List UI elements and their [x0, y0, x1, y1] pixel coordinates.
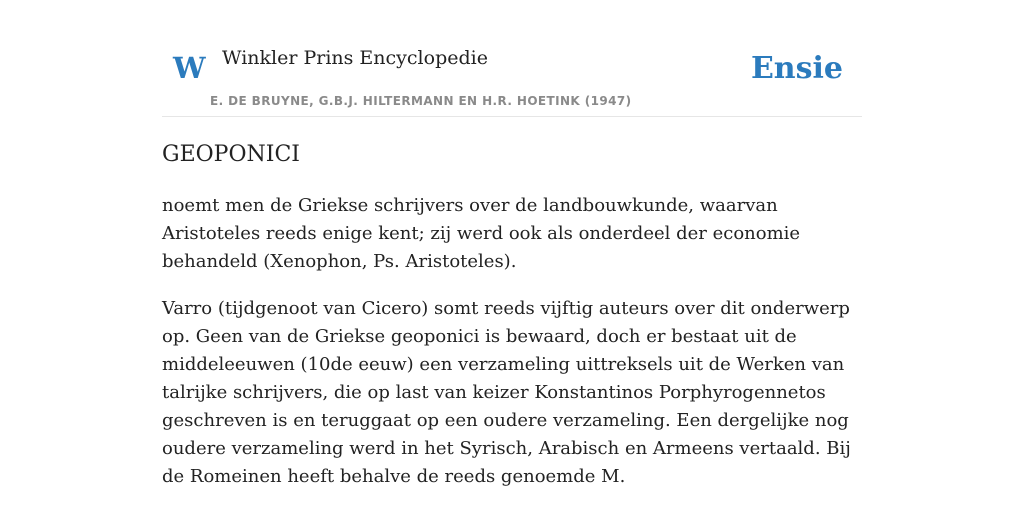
article-body [162, 192, 862, 510]
source-header [162, 0, 862, 117]
article-paragraph: noemt men de Griekse schrijvers over de landbouwkunde, waarvan Aristoteles reeds enige kent; zij werd ook als onderdeel der economie behandeld (Xenophon, Ps. Aristoteles). [162, 195, 801, 272]
source-logo[interactable]: W [173, 51, 206, 85]
source-authors: E. DE BRUYNE, G.B.J. HILTERMANN EN H.R. HOETINK (1947) [210, 94, 632, 108]
source-title[interactable]: Winkler Prins Encyclopedie [222, 47, 488, 69]
brand-logo[interactable]: Ensie [750, 51, 843, 86]
article-headword: GEOPONICI [162, 142, 300, 167]
article-paragraph: Varro (tijdgenoot van Cicero) somt reeds vijftig auteurs over dit onderwerp op. Geen van de Griekse geoponici is bewaard, doch er bestaat uit de middeleeuwen (10de eeuw) een verzameling uittreksels uit de Werken van talrijke schrijvers, die op last van keizer Konstantinos Porphyrogennetos geschreven is en teruggaat op een oudere verzameling. Een dergelijke nog oudere verzameling werd in het Syrisch, Arabisch en Armeens vertaald. Bij de Romeinen heeft behalve de reeds genoemde M. [162, 298, 851, 487]
